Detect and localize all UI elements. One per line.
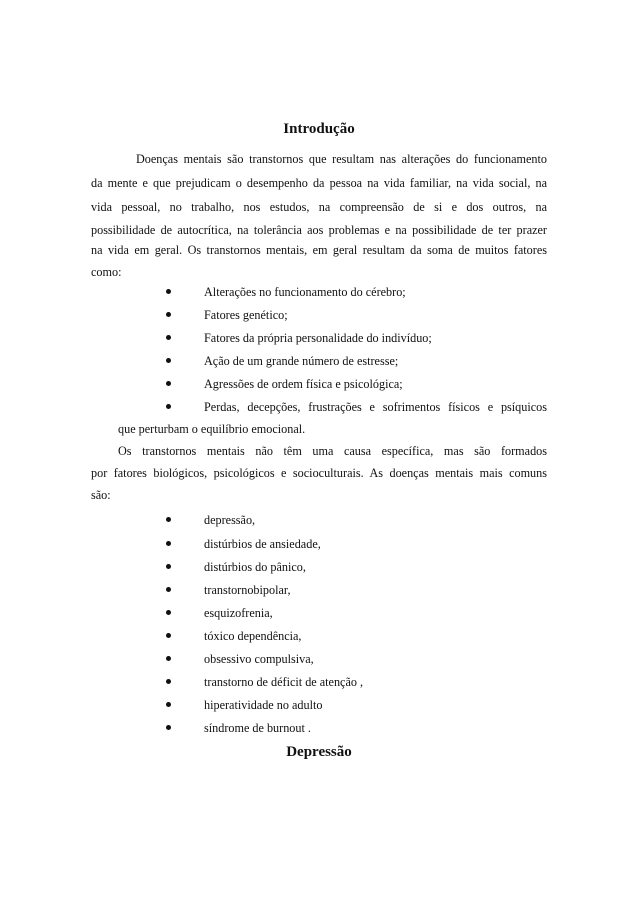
bullet-icon xyxy=(166,312,171,317)
bullet-icon xyxy=(166,517,171,522)
bullet-icon xyxy=(166,404,171,409)
causes-line-2: por fatores biológicos, psicológicos e socioculturais. As doenças mentais mais comuns xyxy=(91,466,547,480)
bullet-icon xyxy=(166,541,171,546)
bullet-icon xyxy=(166,633,171,638)
intro-line-4: possibilidade de autocrítica, na tolerância aos problemas e na possibilidade de ter prazer xyxy=(91,223,547,237)
heading-depressao: Depressão xyxy=(286,744,352,760)
bullet-icon xyxy=(166,702,171,707)
causes-line-1: Os transtornos mentais não têm uma causa específica, mas são formados xyxy=(118,444,547,458)
heading-introducao: Introdução xyxy=(283,121,355,137)
factor-continuation: que perturbam o equilíbrio emocional. xyxy=(118,422,306,436)
intro-line-5: na vida em geral. Os transtornos mentais, em geral resultam da soma de muitos fatores xyxy=(91,243,547,257)
causes-line-3: são: xyxy=(91,488,111,502)
bullet-icon xyxy=(166,564,171,569)
bullet-icon xyxy=(166,381,171,386)
bullet-icon xyxy=(166,289,171,294)
intro-line-3: vida pessoal, no trabalho, nos estudos, na compreensão de si e dos outros, na xyxy=(91,200,547,214)
bullet-icon xyxy=(166,335,171,340)
intro-line-6: como: xyxy=(91,265,122,279)
document-page: Introdução Doenças mentais são transtornos que resultam nas alterações do funcionamento da mente e que prejudicam o desempenho da pessoa na vida familiar, na vida social, na vida pessoal, no trabalho, nos estudos, na compreensão de si e dos outros, na possibilidade de autocrítica, na tolerância aos problemas e na possibilidade de ter prazer na vida em geral. Os transtornos mentais, em geral resultam da soma de muitos fatores como: Alterações no funcionamento do cérebro; Fatores genético; Fatores da própria personalidade do indivíduo; Ação de um grande número de estresse; Agressões de ordem física e psicológica; Perdas, decepções, frustrações e sofrimentos físicos e psíquicos que perturbam o equilíbrio emocional. Os transtornos mentais não têm uma causa específica, mas são formados por fatores biológicos, psicológicos e socioculturais. As doenças mentais mais comuns são: depressão, distúrbios de ansiedade, distúrbios do pânico, transtornobipolar, esquizofrenia, tóxico dependência, obsessivo compulsiva, transtorno de déficit de atenção , hiperatividade no adulto síndrome de burnout . Depressão xyxy=(0,0,638,903)
bullet-icon xyxy=(166,679,171,684)
bullet-icon xyxy=(166,358,171,363)
intro-line-1: Doenças mentais são transtornos que resultam nas alterações do funcionamento xyxy=(136,152,547,166)
bullet-icon xyxy=(166,725,171,730)
bullet-icon xyxy=(166,610,171,615)
bullet-icon xyxy=(166,587,171,592)
bullet-icon xyxy=(166,656,171,661)
intro-line-2: da mente e que prejudicam o desempenho da pessoa na vida familiar, na vida social, na xyxy=(91,176,547,190)
